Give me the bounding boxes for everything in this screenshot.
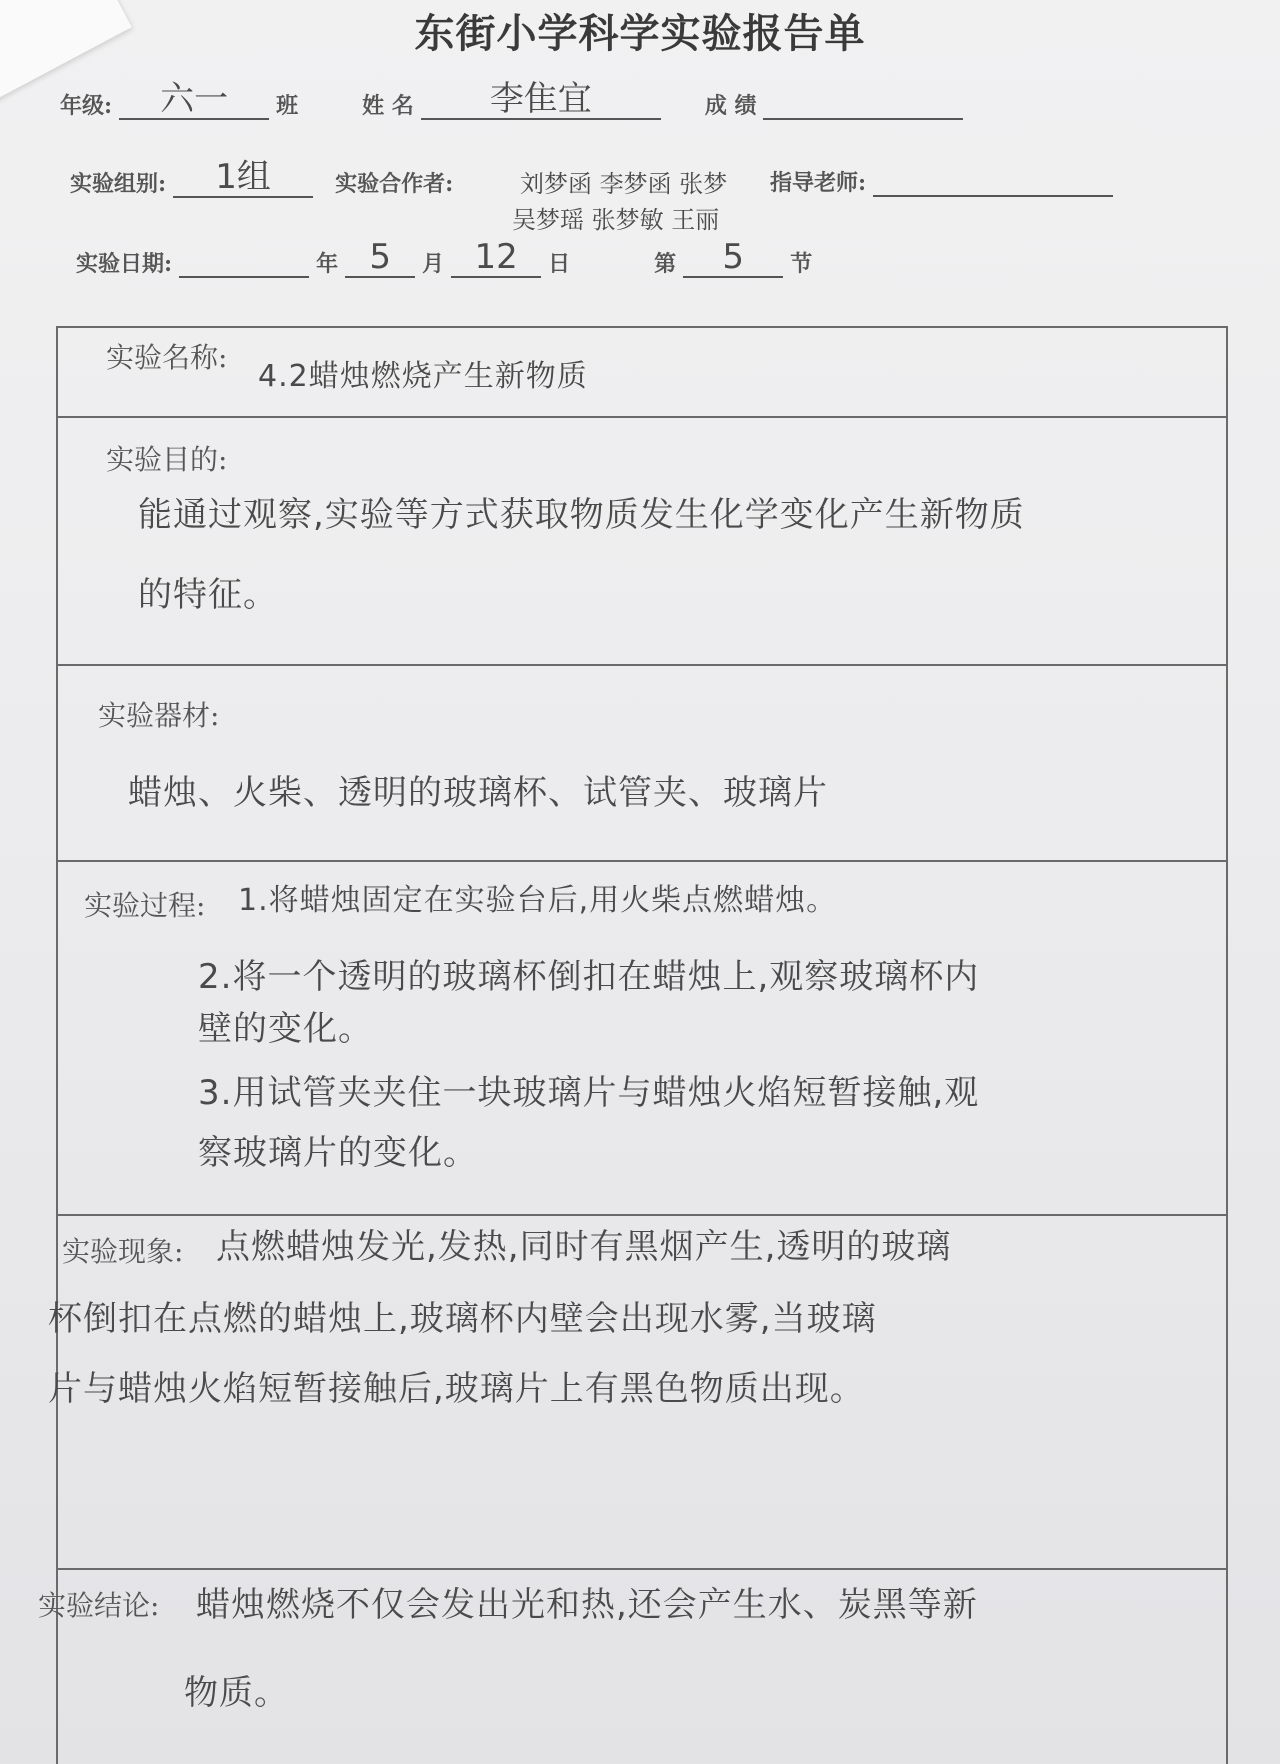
year-label: 年	[316, 251, 339, 277]
info-row-3	[76, 238, 812, 278]
partners-line-1: 刘梦函 李梦函 张梦	[520, 170, 728, 198]
process-step-3-line-2: 察玻璃片的变化。	[198, 1133, 478, 1173]
score-field	[763, 118, 963, 120]
class-suffix: 班	[276, 93, 299, 119]
partners-label: 实验合作者:	[335, 171, 454, 197]
date-label: 实验日期:	[76, 251, 173, 277]
phenomenon-label: 实验现象:	[62, 1235, 184, 1268]
purpose-line-2: 的特征。	[138, 575, 278, 615]
group-label: 实验组别:	[70, 171, 167, 197]
grade-label: 年级:	[60, 93, 113, 119]
name-label: 姓 名	[362, 93, 414, 119]
section-process	[58, 860, 1226, 1216]
section-phenomenon	[48, 1214, 1226, 1570]
info-row-1	[60, 80, 963, 120]
section-purpose	[58, 416, 1226, 666]
info-row-2	[70, 158, 453, 198]
year-field	[179, 276, 309, 278]
process-step-2-line-2: 壁的变化。	[198, 1009, 373, 1049]
conclusion-line-2: 物质。	[184, 1673, 289, 1713]
day-label: 日	[548, 251, 571, 277]
phenomenon-line-1: 点燃蜡烛发光,发热,同时有黑烟产生,透明的玻璃	[216, 1227, 952, 1267]
materials-text: 蜡烛、火柴、透明的玻璃杯、试管夹、玻璃片	[128, 773, 828, 813]
score-label: 成 绩	[704, 93, 757, 119]
group-field: 1组	[173, 158, 313, 198]
period-prefix: 第	[654, 251, 677, 277]
period-field: 5	[683, 238, 783, 278]
name-field: 李隹宜	[421, 80, 661, 120]
section-materials	[58, 664, 1226, 862]
purpose-label: 实验目的:	[106, 443, 228, 476]
section-name	[58, 328, 1226, 418]
report-table	[38, 326, 1228, 1764]
phenomenon-line-2: 杯倒扣在点燃的蜡烛上,玻璃杯内壁会出现水雾,当玻璃	[48, 1299, 877, 1339]
materials-label: 实验器材:	[98, 699, 220, 732]
page-title: 东街小学科学实验报告单	[414, 10, 866, 57]
conclusion-label: 实验结论:	[38, 1589, 160, 1622]
section-conclusion	[38, 1568, 1226, 1764]
teacher-field	[873, 195, 1113, 197]
conclusion-line-1: 蜡烛燃烧不仅会发出光和热,还会产生水、炭黑等新	[196, 1585, 978, 1625]
month-field: 5	[345, 238, 415, 278]
process-label: 实验过程:	[84, 889, 206, 922]
phenomenon-line-3: 片与蜡烛火焰短暂接触后,玻璃片上有黑色物质出现。	[48, 1369, 865, 1409]
partners-line-2: 吴梦瑶 张梦敏 王丽	[512, 206, 720, 234]
process-step-1: 1.将蜡烛固定在实验台后,用火柴点燃蜡烛。	[238, 883, 838, 918]
process-step-3-line-1: 3.用试管夹夹住一块玻璃片与蜡烛火焰短暂接触,观	[198, 1073, 980, 1113]
day-field: 12	[451, 238, 541, 278]
period-suffix: 节	[790, 251, 813, 277]
process-step-2-line-1: 2.将一个透明的玻璃杯倒扣在蜡烛上,观察玻璃杯内	[198, 957, 980, 997]
grade-field: 六一	[119, 80, 269, 120]
purpose-line-1: 能通过观察,实验等方式获取物质发生化学变化产生新物质	[138, 495, 1025, 535]
teacher-label: 指导老师:	[770, 170, 867, 196]
name-section-label: 实验名称:	[106, 341, 228, 374]
month-label: 月	[422, 251, 445, 277]
teacher-row	[770, 166, 1113, 197]
experiment-name: 4.2蜡烛燃烧产生新物质	[258, 359, 588, 394]
